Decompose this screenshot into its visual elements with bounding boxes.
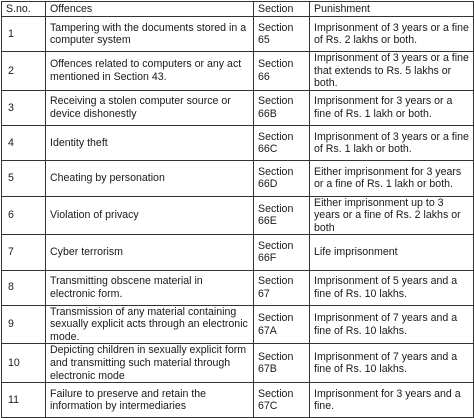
sno-cell: 2	[2, 52, 46, 91]
offence-cell: Depicting children in sexually explicit form and transmitting such material through electronic mode	[46, 344, 254, 383]
section-cell: Section 67B	[254, 344, 310, 383]
punishment-cell: Imprisonment of 5 years and a fine of Rs. 10 lakhs.	[310, 270, 474, 305]
table-row	[2, 52, 474, 91]
sno-cell: 3	[2, 90, 46, 125]
table-row	[2, 383, 474, 418]
table-row	[2, 344, 474, 383]
column-header-section: Section	[254, 2, 310, 17]
section-cell: Section 67	[254, 270, 310, 305]
punishment-cell: Imprisonment for 3 years and a fine.	[310, 383, 474, 418]
punishment-cell: Imprisonment of 7 years and a fine of Rs. 10 lakhs.	[310, 305, 474, 344]
offence-cell: Cyber terrorism	[46, 235, 254, 270]
table-row	[2, 90, 474, 125]
section-cell: Section 67A	[254, 305, 310, 344]
sno-cell: 8	[2, 270, 46, 305]
table-body	[2, 17, 474, 418]
section-cell: Section 67C	[254, 383, 310, 418]
offence-cell: Cheating by personation	[46, 161, 254, 196]
punishment-cell: Imprisonment of 3 years or a fine that extends to Rs. 5 lakhs or both.	[310, 52, 474, 91]
offences-table	[1, 1, 474, 418]
sno-cell: 11	[2, 383, 46, 418]
sno-cell: 5	[2, 161, 46, 196]
table-row	[2, 270, 474, 305]
offence-cell: Violation of privacy	[46, 196, 254, 235]
sno-cell: 7	[2, 235, 46, 270]
table-row	[2, 161, 474, 196]
section-cell: Section 66B	[254, 90, 310, 125]
table-row	[2, 305, 474, 344]
sno-cell: 4	[2, 126, 46, 161]
table-row	[2, 17, 474, 52]
section-cell: Section 66C	[254, 126, 310, 161]
column-header-punishment: Punishment	[310, 2, 474, 17]
punishment-cell: Imprisonment for 3 years or a fine of Rs. 1 lakh or both.	[310, 90, 474, 125]
sno-cell: 1	[2, 17, 46, 52]
column-header-sno: S.no.	[2, 2, 46, 17]
punishment-cell: Either imprisonment for 3 years or a fine of Rs. 1 lakh or both.	[310, 161, 474, 196]
punishment-cell: Imprisonment of 3 years or a fine of Rs. 1 lakh or both.	[310, 126, 474, 161]
table-row	[2, 196, 474, 235]
offence-cell: Receiving a stolen computer source or device dishonestly	[46, 90, 254, 125]
offence-cell: Transmission of any material containing sexually explicit acts through an electronic mode.	[46, 305, 254, 344]
section-cell: Section 66D	[254, 161, 310, 196]
table-row	[2, 126, 474, 161]
section-cell: Section 66	[254, 52, 310, 91]
offence-cell: Offences related to computers or any act mentioned in Section 43.	[46, 52, 254, 91]
sno-cell: 10	[2, 344, 46, 383]
sno-cell: 6	[2, 196, 46, 235]
offence-cell: Transmitting obscene material in electronic form.	[46, 270, 254, 305]
punishment-cell: Imprisonment of 3 years or a fine of Rs. 2 lakhs or both.	[310, 17, 474, 52]
sno-cell: 9	[2, 305, 46, 344]
table-header-row	[2, 2, 474, 17]
punishment-cell: Life imprisonment	[310, 235, 474, 270]
punishment-cell: Imprisonment of 7 years and a fine of Rs. 10 lakhs.	[310, 344, 474, 383]
section-cell: Section 65	[254, 17, 310, 52]
section-cell: Section 66F	[254, 235, 310, 270]
section-cell: Section 66E	[254, 196, 310, 235]
punishment-cell: Either imprisonment up to 3 years or a fine of Rs. 2 lakhs or both	[310, 196, 474, 235]
offence-cell: Identity theft	[46, 126, 254, 161]
offence-cell: Failure to preserve and retain the information by intermediaries	[46, 383, 254, 418]
column-header-offences: Offences	[46, 2, 254, 17]
table-row	[2, 235, 474, 270]
offence-cell: Tampering with the documents stored in a computer system	[46, 17, 254, 52]
